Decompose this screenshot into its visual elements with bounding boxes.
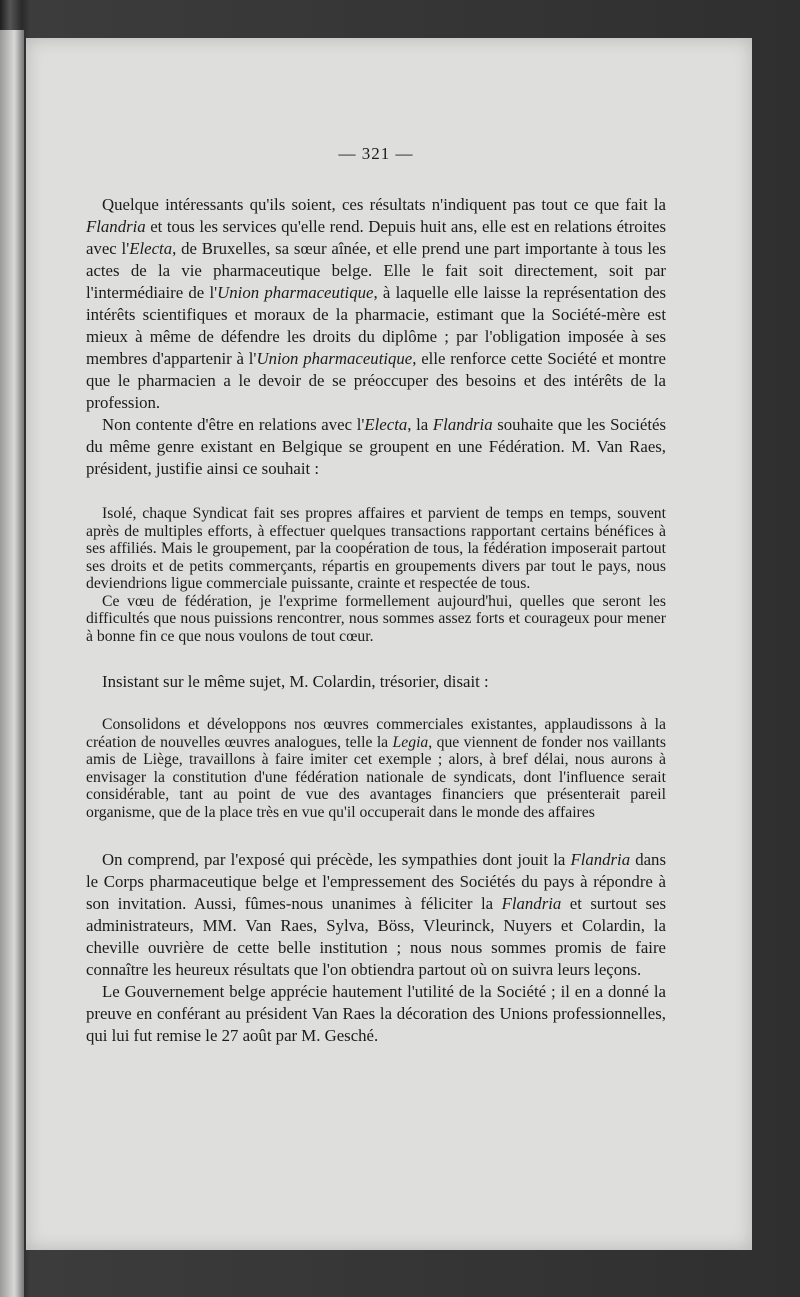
italic-term: Electa [364, 415, 408, 434]
italic-term: Flandria [501, 894, 562, 913]
text-run: , de Bruxelles, sa sœur aînée, et elle prend une part importante à tous les actes de la vie pharmaceutique belge. Elle le fait soit directement, soit par l'intermédiaire de l' [86, 239, 666, 302]
text-run: Consolidons et développons nos œuvres commerciales existantes, applaudissons à la création de nouvelles œuvres analogues, telle la [86, 716, 666, 751]
italic-term: Union pharmaceutique [256, 349, 413, 368]
italic-term: Electa [129, 239, 173, 258]
text-run: et surtout ses administrateurs, MM. Van Raes, Sylva, Böss, Vleurinck, Nuyers et Colardin, la cheville ouvrière de cette belle institution ; nous nous sommes promis de faire connaître les heureux résultats que l'on obtiendra partout où on suivra leurs leçons. [86, 894, 666, 979]
text-run: Non contente d'être en relations avec l' [102, 415, 365, 434]
quoted-paragraph [86, 505, 666, 593]
text-run: Insistant sur le même sujet, M. Colardin, trésorier, disait : [102, 672, 489, 691]
text-run: , la [407, 415, 433, 434]
text-run: , elle renforce cette Société et montre que le pharmacien a le devoir de se préoccuper des besoins et des intérêts de la profession. [86, 349, 666, 412]
text-run: On comprend, par l'exposé qui précède, les sympathies dont jouit la [102, 850, 571, 869]
text-run: souhaite que les Sociétés du même genre existant en Belgique se groupent en une Fédération. M. Van Raes, président, justifie ainsi ce souhait : [86, 415, 666, 478]
italic-term: Legia [392, 733, 429, 751]
paragraph [86, 849, 666, 981]
paragraph [86, 414, 666, 480]
italic-term: Flandria [86, 217, 146, 236]
text-run: , à laquelle elle laisse la représentation des intérêts scientifiques et moraux de la pharmacie, estimant que la Société-mère est mieux à même de défendre les droits du diplôme ; par l'obligation imposée à ses membres d'appartenir à l' [86, 283, 666, 368]
quoted-paragraph [86, 716, 666, 821]
paragraph-list [86, 194, 666, 1047]
text-run: Quelque intéressants qu'ils soient, ces résultats n'indiquent pas tout ce que fait la [102, 195, 666, 214]
paragraph [86, 671, 666, 693]
text-run: dans le Corps pharmaceutique belge et l'empressement des Sociétés du pays à répondre à son invitation. Aussi, fûmes-nous unanimes à féliciter la [86, 850, 666, 913]
text-run: Isolé, chaque Syndicat fait ses propres affaires et parvient de temps en temps, souvent après de multiples efforts, à effectuer quelques transactions rapportant certains bénéfices à ses affiliés. Mais le groupement, par la coopération de tous, la fédération imposerait partout ses droits et de petits commerçants, répartis en groupements divers par tout le pays, nous deviendrions ligue commerciale puissante, crainte et respectée de tous. [86, 505, 666, 592]
paragraph [86, 194, 666, 414]
italic-term: Flandria [432, 415, 493, 434]
adjacent-page-edge [0, 30, 24, 1297]
book-page [26, 38, 752, 1250]
paragraph [86, 981, 666, 1047]
italic-term: Union pharmaceutique [217, 283, 374, 302]
page-text-block [86, 146, 666, 1047]
italic-term: Flandria [570, 850, 631, 869]
text-run: Ce vœu de fédération, je l'exprime formellement aujourd'hui, quelles que seront les difficultés que nous puissions rencontrer, nous sommes assez forts et courageux pour mener à bonne fin ce que nous voulons de tout cœur. [86, 592, 666, 645]
quoted-paragraph [86, 593, 666, 646]
page-number: — 321 — [338, 144, 414, 163]
text-run: , que viennent de fonder nos vaillants amis de Liège, travaillons à faire imiter cet exemple ; alors, à bref délai, nous aurons à envisager la constitution d'une fédération nationale de syndicats, dont l'influence serait considérable, tant au point de vue des avantages financiers que présenterait pareil organisme, que de la place très en vue qu'il occuperait dans le monde des affaires [86, 733, 666, 821]
text-run: et tous les services qu'elle rend. Depuis huit ans, elle est en relations étroites avec l' [86, 217, 666, 258]
text-run: Le Gouvernement belge apprécie hautement l'utilité de la Société ; il en a donné la preuve en conférant au président Van Raes la décoration des Unions professionnelles, qui lui fut remise le 27 août par M. Gesché. [86, 982, 666, 1045]
